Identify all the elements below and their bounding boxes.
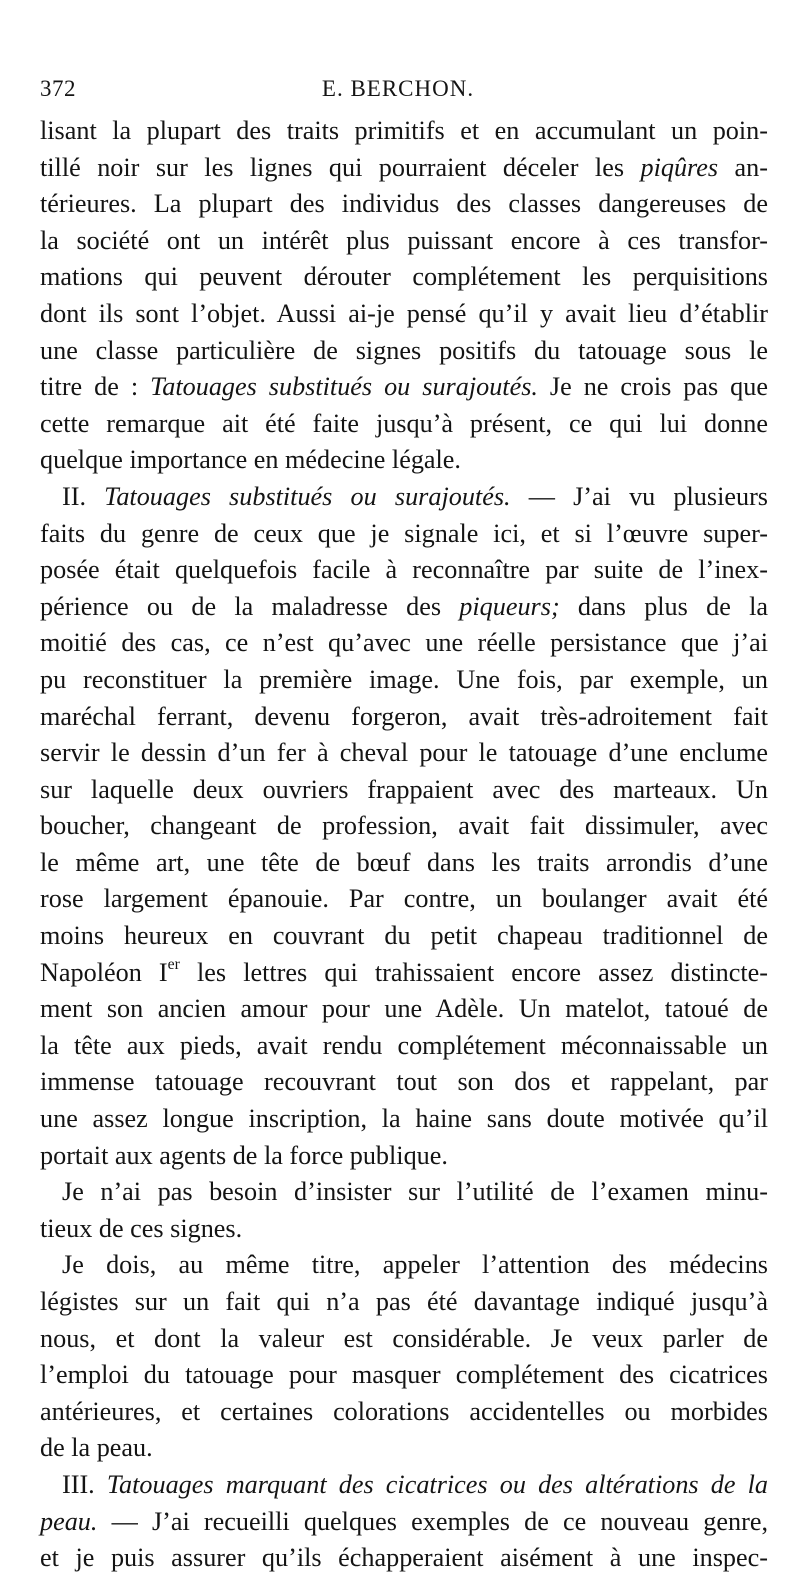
text-run: quelque importance en médecine légale. [40,445,461,475]
page-number: 372 [40,76,76,101]
text-line [40,991,768,1028]
text-run: tieux de ces signes. [40,1213,243,1243]
italic-run: Tatouages marquant des cicatrices ou des altérations de la [106,1469,768,1499]
italic-run: piqueurs; [459,591,560,621]
text-line [40,772,768,809]
text-run: la société ont un intérêt plus puissant encore à ces transfor- [40,225,768,255]
text-run: faits du genre de ceux que je signale ici, et si l’œuvre super- [40,518,768,548]
text-run: maréchal ferrant, devenu forgeron, avait très-adroitement fait [40,701,768,731]
text-run: an- [718,152,768,182]
text-line [40,1101,768,1138]
text-line [40,296,768,333]
text-run: immense tatouage recouvrant tout son dos et rappelant, par [40,1067,768,1097]
text-line [40,1174,768,1211]
text-line [40,1394,768,1431]
text-run: pu reconstituer la première image. Une fois, par exemple, un [40,664,768,694]
page-header [40,76,756,106]
text-line [40,1430,768,1467]
text-run: rose largement épanouie. Par contre, un boulanger avait été [40,884,768,914]
text-run: et je puis assurer qu’ils échapperaient aisément à une inspec- [40,1543,768,1573]
text-line [40,1467,768,1504]
text-run: tillé noir sur les lignes qui pourraient déceler les [40,152,641,182]
text-run: le même art, une tête de bœuf dans les traits arrondis d’une [40,847,768,877]
text-run: de la peau. [40,1433,153,1463]
text-run: les lettres qui trahissaient encore assez distincte- [179,957,769,987]
text-line [40,369,768,406]
text-line [40,333,768,370]
text-line [40,479,768,516]
text-run: la tête aux pieds, avait rendu complétement méconnaissable un [40,1030,768,1060]
text-line [40,442,768,479]
italic-run: Tatouages substitués ou surajoutés. [104,481,511,511]
text-run: — J’ai vu plusieurs [510,481,768,511]
italic-run: peau. [40,1506,98,1536]
text-run: l’emploi du tatouage pour masquer complétement des cicatrices [40,1360,768,1390]
text-line [40,589,768,626]
text-run: nous, et dont la valeur est considérable. Je veux parler de [40,1323,768,1353]
superscript: er [167,955,180,973]
text-line [40,1504,768,1541]
text-line [40,1138,768,1175]
text-run: Je ne crois pas que [537,372,768,402]
text-run: mations qui peuvent dérouter complétement les perquisitions [40,262,768,292]
text-line [40,259,768,296]
text-run: servir le dessin d’un fer à cheval pour le tatouage d’une enclume [40,738,768,768]
text-line [40,1028,768,1065]
text-line [40,735,768,772]
text-line [40,223,768,260]
text-run: — J’ai recueilli quelques exemples de ce nouveau genre, [97,1506,768,1536]
text-run: moins heureux en couvrant du petit chapeau traditionnel de [40,921,768,951]
text-line [40,662,768,699]
body-text [40,113,768,1577]
text-line [40,1064,768,1101]
text-line [40,1357,768,1394]
text-run: moitié des cas, ce n’est qu’avec une réelle persistance que j’ai [40,628,768,658]
text-line [40,1284,768,1321]
text-line [40,150,768,187]
text-run: posée était quelquefois facile à reconnaître par suite de l’inex- [40,555,768,585]
text-line [40,516,768,553]
text-run: périence ou de la maladresse des [40,591,460,621]
italic-run: Tatouages substitués ou surajoutés. [150,372,538,402]
text-run: titre de : [40,372,151,402]
text-run: Napoléon I [40,957,168,987]
text-line [40,881,768,918]
text-run: dans plus de la [559,591,768,621]
text-line [40,955,768,992]
text-run: II. [62,481,105,511]
text-line [40,625,768,662]
italic-run: piqûres [640,152,719,182]
text-line [40,699,768,736]
text-line [40,845,768,882]
text-run: antérieures, et certaines colorations accidentelles ou morbides [40,1396,768,1426]
text-line [40,186,768,223]
text-line [40,1247,768,1284]
text-run: sur laquelle deux ouvriers frappaient avec des marteaux. Un [40,774,768,804]
text-run: térieures. La plupart des individus des classes dangereuses de [40,189,768,219]
text-run: Je dois, au même titre, appeler l’attention des médecins [62,1250,768,1280]
text-run: cette remarque ait été faite jusqu’à présent, ce qui lui donne [40,408,768,438]
text-run: une classe particulière de signes positifs du tatouage sous le [40,335,768,365]
text-run: lisant la plupart des traits primitifs et en accumulant un poin- [40,116,768,145]
text-line [40,406,768,443]
text-run: boucher, changeant de profession, avait fait dissimuler, avec [40,811,768,841]
text-line [40,918,768,955]
text-line [40,1211,768,1248]
text-line [40,1321,768,1358]
text-line [40,1540,768,1577]
running-head: E. BERCHON. [321,76,475,101]
text-line [40,808,768,845]
text-run: III. [62,1469,107,1499]
text-run: légistes sur un fait qui n’a pas été davantage indiqué jusqu’à [40,1287,768,1316]
text-run: Je n’ai pas besoin d’insister sur l’utilité de l’examen minu- [62,1177,768,1207]
text-run: portait aux agents de la force publique. [40,1140,448,1170]
text-line [40,552,768,589]
text-run: une assez longue inscription, la haine sans doute motivée qu’il [40,1104,768,1134]
text-line [40,113,768,150]
text-run: ment son ancien amour pour une Adèle. Un matelot, tatoué de [40,994,768,1024]
text-run: dont ils sont l’objet. Aussi ai-je pensé qu’il y avait lieu d’établir [40,298,768,328]
